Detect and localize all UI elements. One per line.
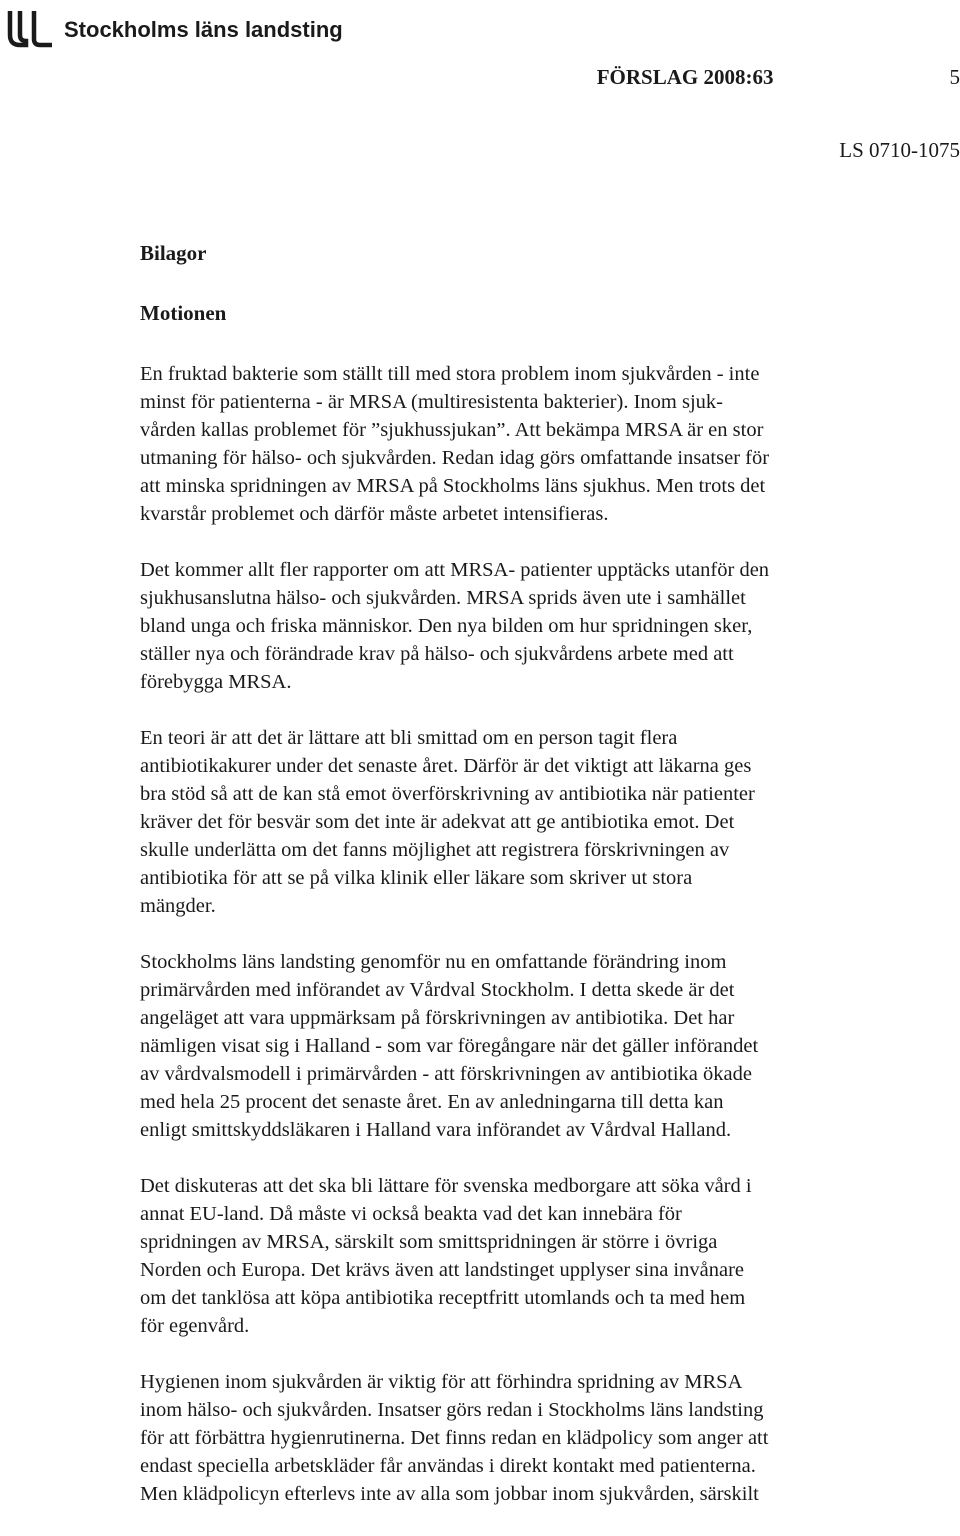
text-line: skulle underlätta om det fanns möjlighet att registrera förskrivningen av (140, 836, 960, 864)
text-line: spridningen av MRSA, särskilt som smittspridningen är större i övriga (140, 1228, 960, 1256)
appendix-heading: Bilagor (140, 239, 960, 267)
document-body (140, 239, 960, 1536)
text-line: inom hälso- och sjukvården. Insatser görs redan i Stockholms läns landsting (140, 1396, 960, 1424)
text-line: En teori är att det är lättare att bli smittad om en person tagit flera (140, 724, 960, 752)
body-paragraph (140, 556, 960, 696)
text-line: av vårdvalsmodell i primärvården - att förskrivningen av antibiotika ökade (140, 1060, 960, 1088)
text-line: utmaning för hälso- och sjukvården. Redan idag görs omfattande insatser för (140, 444, 960, 472)
text-line: Norden och Europa. Det krävs även att landstinget upplyser sina invånare (140, 1256, 960, 1284)
org-logo (4, 8, 343, 52)
text-line: mängder. (140, 892, 960, 920)
text-line: En fruktad bakterie som ställt till med stora problem inom sjukvården - inte (140, 360, 960, 388)
motion-heading: Motionen (140, 299, 960, 327)
text-line: om det tanklösa att köpa antibiotika receptfritt utomlands och ta med hem (140, 1284, 960, 1312)
text-line: nämligen visat sig i Halland - som var föregångare när det gäller införandet (140, 1032, 960, 1060)
text-line: förebygga MRSA. (140, 668, 960, 696)
document-header (597, 64, 960, 90)
text-line: för egenvård. (140, 1312, 960, 1340)
text-line: antibiotikakurer under det senaste året. Därför är det viktigt att läkarna ges (140, 752, 960, 780)
document-id: FÖRSLAG 2008:63 (597, 65, 774, 89)
body-paragraph (140, 724, 960, 920)
text-line: endast speciella arbetskläder får användas i direkt kontakt med patienterna. (140, 1452, 960, 1480)
paragraph-list (140, 360, 960, 1508)
body-paragraph (140, 360, 960, 528)
text-line: Stockholms läns landsting genomför nu en omfattande förändring inom (140, 948, 960, 976)
text-line: kräver det för besvär som det inte är adekvat att ge antibiotika emot. Det (140, 808, 960, 836)
text-line: Det kommer allt fler rapporter om att MRSA- patienter upptäcks utanför den (140, 556, 960, 584)
text-line: med hela 25 procent det senaste året. En av anledningarna till detta kan (140, 1088, 960, 1116)
body-paragraph (140, 1172, 960, 1340)
text-line: annat EU-land. Då måste vi också beakta vad det kan innebära för (140, 1200, 960, 1228)
text-line: sjukhusanslutna hälso- och sjukvården. MRSA sprids även ute i samhället (140, 584, 960, 612)
text-line: att minska spridningen av MRSA på Stockholms läns sjukhus. Men trots det (140, 472, 960, 500)
text-line: minst för patienterna - är MRSA (multiresistenta bakterier). Inom sjuk- (140, 388, 960, 416)
body-paragraph (140, 948, 960, 1144)
text-line: Det diskuteras att det ska bli lättare för svenska medborgare att söka vård i (140, 1172, 960, 1200)
text-line: angeläget att vara uppmärksam på förskrivningen av antibiotika. Det har (140, 1004, 960, 1032)
text-line: antibiotika för att se på vilka klinik eller läkare som skriver ut stora (140, 864, 960, 892)
text-line: ställer nya och förändrade krav på hälso- och sjukvårdens arbete med att (140, 640, 960, 668)
page-number: 5 (950, 65, 960, 89)
text-line: vården kallas problemet för ”sjukhussjukan”. Att bekämpa MRSA är en stor (140, 416, 960, 444)
body-paragraph (140, 1368, 960, 1508)
text-line: primärvården med införandet av Vårdval Stockholm. I detta skede är det (140, 976, 960, 1004)
text-line: för att förbättra hygienrutinerna. Det finns redan en klädpolicy som anger att (140, 1424, 960, 1452)
text-line: enligt smittskyddsläkaren i Halland vara införandet av Vårdval Halland. (140, 1116, 960, 1144)
sll-logo-icon (4, 11, 52, 49)
text-line: Hygienen inom sjukvården är viktig för att förhindra spridning av MRSA (140, 1368, 960, 1396)
text-line: bland unga och friska människor. Den nya bilden om hur spridningen sker, (140, 612, 960, 640)
text-line: Men klädpolicyn efterlevs inte av alla som jobbar inom sjukvården, särskilt (140, 1480, 960, 1508)
text-line: kvarstår problemet och därför måste arbetet intensifieras. (140, 500, 960, 528)
reference-number: LS 0710-1075 (839, 137, 960, 163)
text-line: bra stöd så att de kan stå emot överförskrivning av antibiotika när patienter (140, 780, 960, 808)
org-name: Stockholms läns landsting (64, 19, 343, 41)
